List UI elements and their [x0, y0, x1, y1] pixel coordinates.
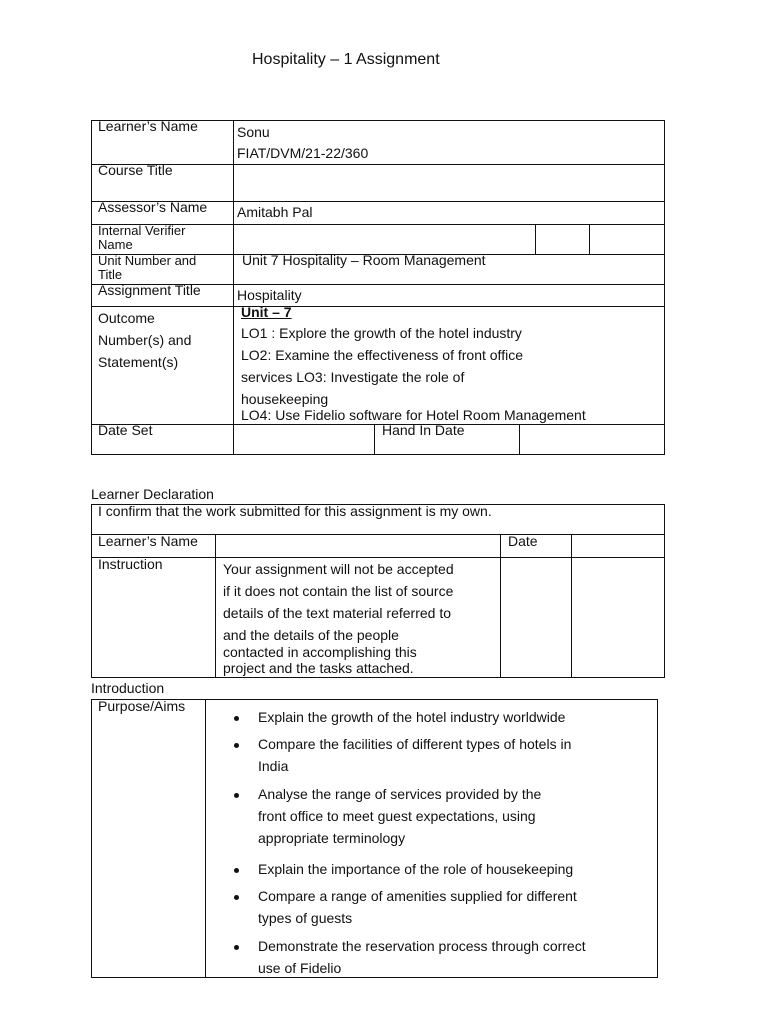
internal-verifier-label: Internal Verifier [98, 223, 186, 238]
purpose-aims-label: Purpose/Aims [98, 698, 186, 714]
instruction-line: if it does not contain the list of source [223, 583, 454, 599]
learners-name-value: Sonu [237, 124, 270, 140]
lo3-statement: housekeeping [241, 391, 329, 407]
aim-item: Explain the importance of the role of housekeeping [258, 861, 574, 877]
aim-item: Compare a range of amenities supplied for different types of guests [258, 888, 577, 926]
unit-value: Unit 7 Hospitality – Room Management [242, 252, 486, 268]
instruction-line: details of the text material referred to [223, 605, 451, 621]
aim-item: Explain the growth of the hotel industry worldwide [258, 709, 566, 725]
declaration-date-label: Date [508, 533, 538, 549]
instruction-line: contacted in accomplishing this [223, 644, 417, 660]
declaration-statement: I confirm that the work submitted for this assignment is my own. [98, 503, 492, 519]
assignment-title-label: Assignment Title [98, 282, 201, 298]
learner-id-value: FIAT/DVM/21-22/360 [237, 145, 369, 161]
bullet-icon [234, 868, 239, 873]
outcome-label: Outcome [98, 310, 155, 326]
bullet-icon [234, 743, 239, 748]
lo4-statement: LO4: Use Fidelio software for Hotel Room Management [241, 407, 586, 423]
unit-number-label-2: Title [98, 267, 123, 282]
assignment-title-value: Hospitality [237, 287, 302, 303]
aim-item: Analyse the range of services provided by the front office to meet guest expectations, using appropriate terminology [258, 786, 542, 846]
outcome-label-3: Statement(s) [98, 354, 179, 370]
declaration-learners-name-label: Learner’s Name [98, 533, 198, 549]
outcome-label-2: Number(s) and [98, 332, 192, 348]
bullet-icon [234, 716, 239, 721]
internal-verifier-label-2: Name [98, 237, 133, 252]
instruction-line: Your assignment will not be accepted [223, 561, 454, 577]
instruction-line: and the details of the people [223, 627, 399, 643]
lo2-statement: LO2: Examine the effectiveness of front office [241, 347, 523, 363]
date-set-label: Date Set [98, 422, 153, 438]
bullet-icon [234, 793, 239, 798]
bullet-icon [234, 895, 239, 900]
outcome-unit: Unit – 7 [241, 304, 292, 320]
instruction-line: project and the tasks attached. [223, 660, 414, 676]
bullet-icon [234, 945, 239, 950]
aim-item: Demonstrate the reservation process through correct use of Fidelio [258, 938, 586, 976]
unit-number-label: Unit Number and [98, 253, 197, 268]
assessors-name-label: Assessor’s Name [98, 199, 208, 215]
aim-item: Compare the facilities of different types of hotels in India [258, 736, 572, 774]
assessors-name-value: Amitabh Pal [237, 204, 313, 220]
learners-name-label: Learner’s Name [98, 118, 198, 134]
instruction-label: Instruction [98, 556, 163, 572]
page-title: Hospitality – 1 Assignment [252, 51, 440, 68]
lo1-statement: LO1 : Explore the growth of the hotel industry [241, 325, 522, 341]
declaration-heading: Learner Declaration [91, 486, 214, 502]
hand-in-date-label: Hand In Date [382, 422, 465, 438]
introduction-heading: Introduction [91, 680, 165, 696]
course-title-label: Course Title [98, 162, 173, 178]
lo2-lo3-statement: services LO3: Investigate the role of [241, 369, 465, 385]
